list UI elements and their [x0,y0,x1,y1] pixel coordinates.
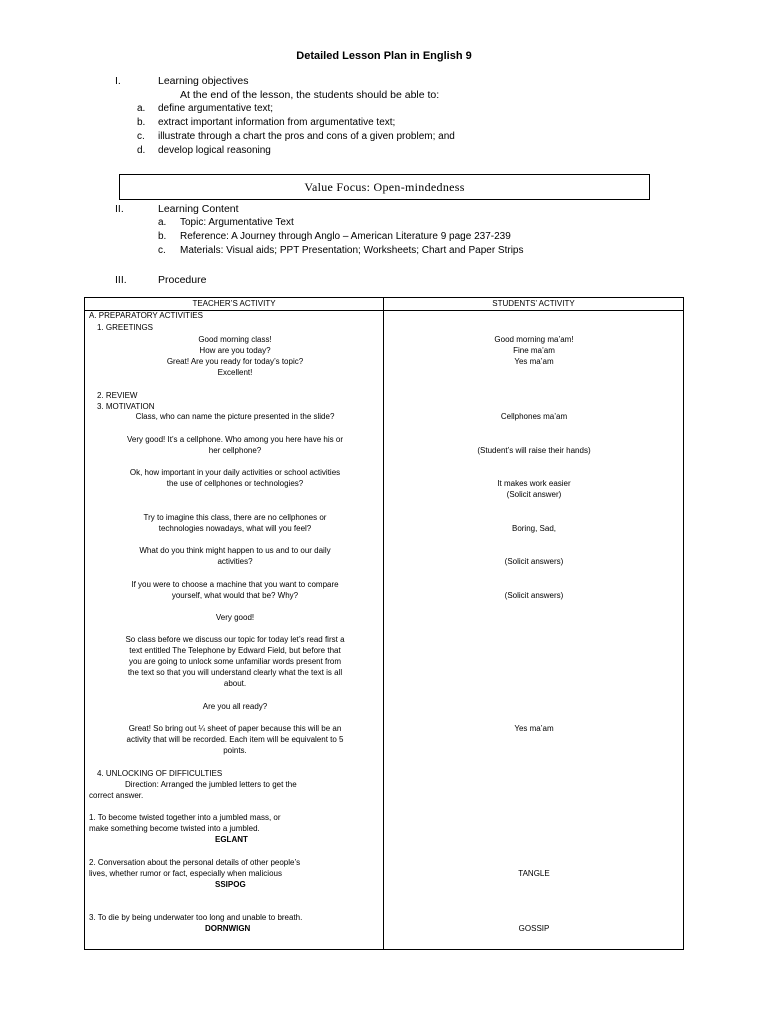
objective-text: develop logical reasoning [158,145,271,156]
motivation-heading: 3. MOTIVATION [97,402,155,411]
procedure-heading: Procedure [158,274,207,286]
objective-letter: d. [137,145,146,156]
teacher-line: Very good! [215,613,255,622]
teacher-line: about. [223,679,247,688]
student-line: It makes work easier [497,479,571,488]
unlocking-heading: 4. UNLOCKING OF DIFFICULTIES [97,769,223,778]
objective-letter: a. [137,103,146,114]
vocab-item-definition: 1. To become twisted together into a jumbled mass, or [89,813,281,822]
teacher-line: Try to imagine this class, there are no cellphones or [143,513,327,522]
content-text: Reference: A Journey through Anglo – American Literature 9 page 237-239 [180,231,511,242]
teacher-line: the use of cellphones or technologies? [166,479,304,488]
student-line: Cellphones ma’am [500,412,568,421]
teacher-line: Class, who can name the picture presented in the slide? [135,412,335,421]
jumbled-word: EGLANT [215,835,248,844]
teacher-line: Excellent! [217,368,253,377]
jumbled-word: DORNWIGN [205,924,251,933]
vocab-item-definition: make something become twisted into a jumbled. [89,824,260,833]
teacher-line: points. [223,746,247,755]
teacher-line: technologies nowadays, what will you feel? [158,524,312,533]
student-line: (Student’s will raise their hands) [477,446,591,455]
student-answer: TANGLE [518,869,550,878]
content-letter: b. [158,231,167,242]
teacher-line: text entitled The Telephone by Edward Field, but before that [129,646,341,655]
section-numeral-objectives: I. [115,75,121,87]
teacher-line: activities? [217,557,253,566]
section-numeral-procedure: III. [115,274,127,286]
student-line: Yes ma’am [514,724,554,733]
document-title: Detailed Lesson Plan in English 9 [296,50,472,62]
unlocking-direction: correct answer. [89,791,144,800]
teacher-line: Great! So bring out ¼ sheet of paper because this will be an [128,724,342,733]
value-focus-box [119,174,650,200]
student-line: (Solicit answers) [504,591,564,600]
teacher-line: If you were to choose a machine that you want to compare [131,580,339,589]
content-heading: Learning Content [158,203,239,215]
teacher-line: Ok, how important in your daily activities or school activities [129,468,341,477]
teacher-line: you are going to unlock some unfamiliar words present from [128,657,342,666]
teacher-line: What do you think might happen to us and to our daily [139,546,331,555]
vocab-item-definition: lives, whether rumor or fact, especially when malicious [89,869,282,878]
teacher-line: her cellphone? [208,446,262,455]
value-focus-text: Value Focus: Open-mindedness [304,180,465,194]
objective-letter: c. [137,131,145,142]
jumbled-word: SSIPOG [215,880,246,889]
unlocking-direction: Direction: Arranged the jumbled letters to get the [125,780,297,789]
teacher-line: How are you today? [199,346,271,355]
teacher-line: activity that will be recorded. Each item will be equivalent to 5 [126,735,344,744]
content-text: Topic: Argumentative Text [180,217,294,228]
objectives-heading: Learning objectives [158,75,249,87]
teacher-activity-header: TEACHER’S ACTIVITY [192,299,276,308]
objective-text: define argumentative text; [158,103,274,114]
student-answer: GOSSIP [518,924,550,933]
student-line: (Solicit answers) [504,557,564,566]
teacher-line: yourself, what would that be? Why? [171,591,299,600]
vocab-item-definition: 3. To die by being underwater too long and unable to breath. [89,913,303,922]
student-line: Boring, Sad, [511,524,557,533]
student-line: Fine ma’am [513,346,555,355]
section-numeral-content: II. [115,203,124,215]
column-divider [383,298,384,949]
vocab-item-definition: 2. Conversation about the personal details of other people’s [89,858,301,867]
content-text: Materials: Visual aids; PPT Presentation; Worksheets; Chart and Paper Strips [180,245,524,256]
objective-letter: b. [137,117,146,128]
teacher-line: the text so that you will understand clearly what the text is all [127,668,343,677]
students-activity-header: STUDENTS’ ACTIVITY [492,299,575,308]
objective-text: extract important information from argumentative text; [158,117,396,128]
activity-table [84,297,684,950]
teacher-line: Great! Are you ready for today’s topic? [166,357,304,366]
preparatory-heading: A. PREPARATORY ACTIVITIES [89,311,203,320]
student-line: (Solicit answer) [506,490,562,499]
student-line: Good morning ma’am! [494,335,574,344]
objective-text: illustrate through a chart the pros and cons of a given problem; and [158,131,455,142]
teacher-line: Good morning class! [198,335,272,344]
teacher-line: Very good! It’s a cellphone. Who among you here have his or [127,435,343,444]
content-letter: c. [158,245,166,256]
teacher-line: Are you all ready? [202,702,268,711]
objectives-intro: At the end of the lesson, the students should be able to: [180,89,440,101]
student-line: Yes ma’am [514,357,554,366]
review-heading: 2. REVIEW [97,391,138,400]
content-letter: a. [158,217,167,228]
teacher-line: So class before we discuss our topic for today let’s read first a [125,635,345,644]
greetings-heading: 1. GREETINGS [97,323,154,332]
